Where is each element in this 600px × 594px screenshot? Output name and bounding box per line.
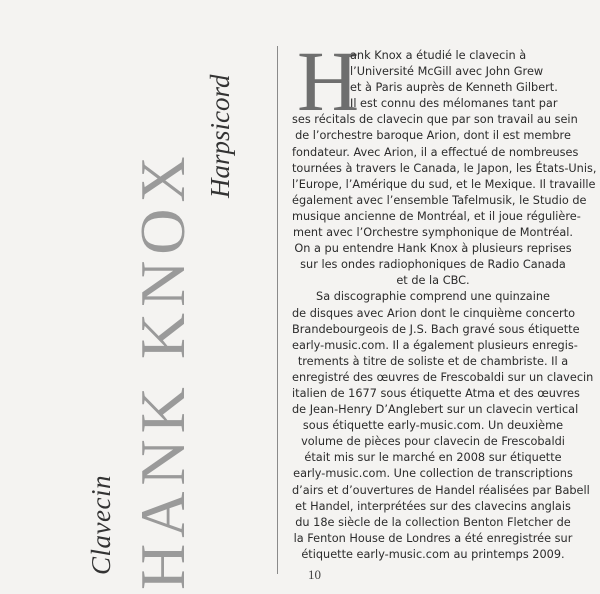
bio-line: enregistré des œuvres de Frescobaldi sur un clavecin — [292, 370, 594, 384]
bio-line: également avec l’ensemble Tafelmusik, le Studio de — [292, 193, 587, 207]
bio-line: d’airs et d’ouvertures de Handel réalisées par Babell — [292, 483, 590, 497]
bio-line: early-music.com. Il a également plusieurs enregis- — [292, 338, 578, 352]
vertical-divider — [277, 46, 278, 574]
bio-line: volume de pièces pour clavecin de Frescobaldi — [301, 435, 565, 449]
vertical-title-harpsicord: Harpsicord — [205, 74, 235, 198]
bio-line: sur les ondes radiophoniques de Radio Canada — [300, 258, 566, 272]
bio-line: de Jean-Henry D’Anglebert sur un clavecin vertical — [292, 403, 579, 417]
bio-line: early-music.com. Une collection de transcriptions — [293, 467, 573, 481]
bio-line: la Fenton House de Londres a été enregistrée sur — [293, 531, 573, 545]
bio-line: ment avec l’Orchestre symphonique de Montréal. — [292, 226, 574, 240]
bio-line: ses récitals de clavecin que par son travail au sein — [292, 113, 578, 127]
drop-cap: H — [297, 33, 360, 129]
bio-line: musique ancienne de Montréal, et il joue régulière- — [292, 209, 581, 223]
vertical-title-clavecin: Clavecin — [86, 475, 116, 575]
vertical-title-hank-knox: HANK KNOX — [127, 150, 198, 590]
bio-line: sous étiquette early-music.com. Un deuxième — [302, 419, 564, 433]
bio-line: trements à titre de soliste et de chambriste. Il a — [297, 354, 569, 368]
bio-line: fondateur. Avec Arion, il a effectué de nombreuses — [292, 145, 579, 159]
bio-line: Brandebourgeois de J.S. Bach gravé sous étiquette — [292, 322, 580, 336]
bio-line: et de la CBC. — [396, 274, 470, 288]
bio-line: et à Paris auprès de Kenneth Gilbert. — [350, 81, 558, 95]
biography-text — [292, 48, 597, 563]
bio-line: Il est connu des mélomanes tant par — [350, 97, 558, 111]
bio-line: du 18e siècle de la collection Benton Fletcher de — [295, 515, 571, 529]
bio-line: italien de 1677 sous étiquette Atma et des œuvres — [292, 386, 580, 400]
bio-line: était mis sur le marché en 2008 sur étiquette — [304, 451, 562, 465]
bio-line: l’Europe, l’Amérique du sud, et le Mexique. Il travaille — [292, 177, 596, 191]
page-number: 10 — [308, 567, 321, 582]
bio-line: étiquette early-music.com au printemps 2009. — [301, 547, 565, 561]
bio-line: tournées à travers le Canada, le Japon, les États-Unis, — [292, 161, 597, 175]
bio-line: Sa discographie comprend une quinzaine — [316, 290, 550, 304]
bio-line: de l’orchestre baroque Arion, dont il est membre — [295, 129, 571, 143]
bio-line: On a pu entendre Hank Knox à plusieurs reprises — [294, 242, 572, 256]
bio-line: et Handel, interprétées sur des clavecins anglais — [295, 499, 571, 513]
bio-line: de disques avec Arion dont le cinquième concerto — [292, 306, 576, 320]
bio-line: ank Knox a étudié le clavecin à — [350, 49, 527, 62]
bio-line: l’Université McGill avec John Grew — [350, 65, 544, 79]
